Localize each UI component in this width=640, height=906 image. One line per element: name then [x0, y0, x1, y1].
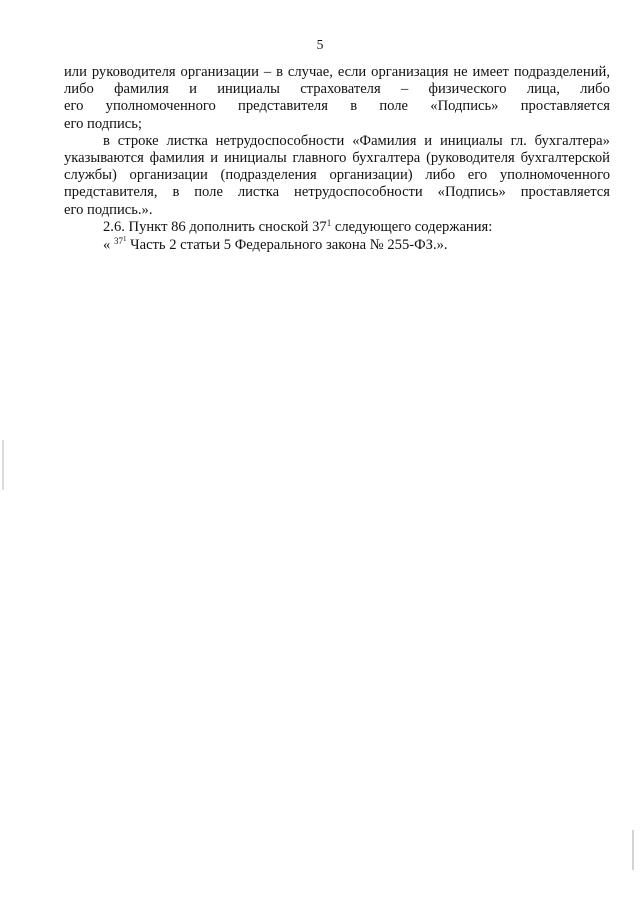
word: уполномоченного — [105, 98, 216, 115]
text-line-justified — [64, 133, 610, 150]
word: организации — [129, 167, 208, 184]
superscript: 1 — [326, 217, 332, 228]
word: в — [350, 98, 358, 115]
word: представителя, — [64, 184, 158, 201]
word: уполномоченного — [499, 167, 610, 184]
scan-artifact — [2, 440, 4, 490]
text-run: следующего содержания: — [331, 218, 493, 235]
word: поле — [379, 98, 409, 115]
word: и — [189, 81, 197, 98]
paragraph-footnote-text — [64, 237, 610, 254]
word: – — [400, 81, 409, 98]
word: проставляется — [520, 98, 610, 115]
text-line-justified — [64, 81, 610, 98]
open-quote: « — [103, 237, 114, 254]
footnote-number — [114, 236, 127, 246]
paragraph-item-2-6 — [64, 219, 610, 236]
text-line-justified — [64, 184, 610, 201]
word: лица, — [526, 81, 560, 98]
text-run: Часть 2 статьи 5 Федерального закона № 255-ФЗ.». — [126, 237, 448, 254]
footnote-number-superscript: 1 — [122, 235, 127, 244]
word: строке — [117, 132, 159, 149]
scan-artifact — [632, 830, 634, 870]
word: «Подпись» — [430, 98, 499, 115]
word: страхователя — [300, 81, 381, 98]
word: нетрудоспособности — [294, 184, 423, 201]
paragraph-chief-accountant — [64, 133, 610, 219]
word: в — [103, 132, 110, 149]
word: физического — [428, 81, 507, 98]
text-run: 2.6. Пункт 86 дополнить сноской 37 — [103, 218, 327, 235]
word: бухгалтера» — [534, 132, 610, 149]
page-number: 5 — [316, 37, 324, 52]
text-line-justified — [64, 98, 610, 115]
text-line: указываются фамилия и инициалы главного бухгалтера (руководителя бухгалтерской — [64, 150, 610, 167]
text-line: его подпись.». — [64, 201, 153, 218]
paragraph-continuation — [64, 64, 610, 133]
word: представителя — [238, 98, 328, 115]
word: «Фамилия — [352, 132, 417, 149]
word: фамилия — [114, 81, 169, 98]
text-line: его подпись; — [64, 115, 142, 132]
word: его — [467, 167, 488, 184]
word: и — [424, 132, 433, 149]
word: инициалы — [217, 81, 280, 98]
word: инициалы — [439, 132, 503, 149]
word: (подразделения — [220, 167, 317, 184]
word: в — [172, 184, 180, 201]
word: службы) — [64, 167, 117, 184]
footnote-number-digits: 37 — [113, 236, 123, 247]
word: листка — [166, 132, 208, 149]
word: либо — [580, 81, 610, 98]
word: организации) — [329, 167, 413, 184]
word: гл. — [510, 132, 527, 149]
word: либо — [425, 167, 456, 184]
document-body — [64, 64, 610, 254]
word: нетрудоспособности — [215, 132, 345, 149]
word: листка — [237, 184, 280, 201]
text-line-justified — [64, 167, 610, 184]
word: либо — [64, 81, 94, 98]
text-line: или руководителя организации – в случае, если организация не имеет подразделений, — [64, 64, 610, 80]
word: поле — [194, 184, 223, 201]
word: его — [64, 98, 84, 115]
word: проставляется — [520, 184, 610, 201]
word: «Подпись» — [437, 184, 506, 201]
